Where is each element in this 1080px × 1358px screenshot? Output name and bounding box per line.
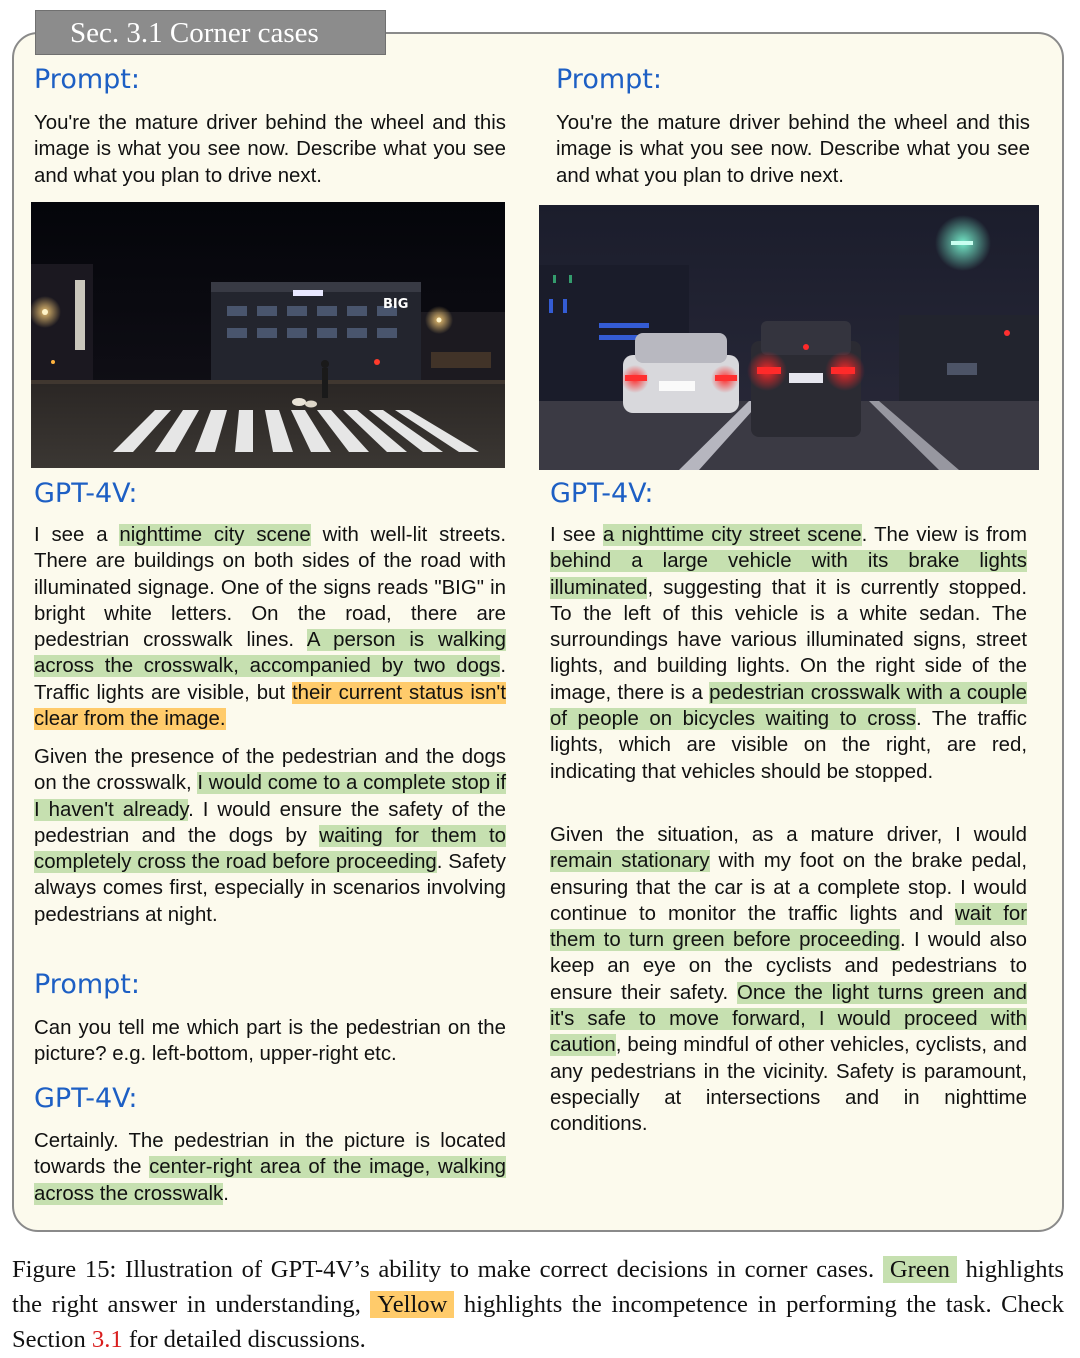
- caption-text-4: for detailed discussions.: [122, 1326, 366, 1353]
- caption-text-2: highlights the right answer in understanding,: [12, 1256, 1064, 1318]
- text-segment: . Safety always comes first, especially in scenarios involving pedestrians at night.: [34, 851, 506, 926]
- figure-caption: [12, 1252, 1064, 1357]
- text-segment: with my foot on the brake pedal, ensuring that the car is at a complete stop. I would continue to monitor the traffic lights and: [550, 850, 1027, 925]
- left-prompt-heading: Prompt:: [34, 64, 140, 95]
- right-response-paragraph-2: [550, 822, 1027, 1138]
- right-night-traffic-image: [539, 205, 1039, 470]
- left-prompt2-text: Can you tell me which part is the pedestrian on the picture? e.g. left-bottom, upper-right etc.: [34, 1017, 506, 1066]
- right-response-paragraph-1: [550, 522, 1027, 785]
- highlight-correct: I would come to a complete stop if I haven't already: [34, 772, 506, 821]
- right-prompt-text: You're the mature driver behind the wheel and this image is what you see now. Describe what you see and what you plan to drive next.: [556, 112, 1030, 187]
- text-segment: , suggesting that it is currently stopped. To the left of this vehicle is a white sedan. The surroundings have various illuminated signs, street lights, and building lights. On the right side of the image, there is a: [550, 576, 1027, 704]
- highlight-correct: behind a large vehicle with its brake lights illuminated: [550, 550, 1027, 599]
- text-segment: . I would also keep an eye on the cyclists and pedestrians to ensure their safety.: [550, 929, 1028, 1004]
- caption-yellow-key: Yellow: [370, 1291, 454, 1318]
- highlight-correct: center-right area of the image, walking across the crosswalk: [34, 1156, 506, 1205]
- highlight-correct: a nighttime city street scene: [602, 524, 862, 546]
- left-response-paragraph-2: [34, 744, 506, 928]
- section-link[interactable]: 3.1: [91, 1326, 123, 1353]
- highlight-incompetent: their current status isn't clear from the image.: [34, 681, 506, 731]
- text-segment: Given the situation, as a mature driver, I would: [550, 824, 1027, 846]
- highlight-correct: waiting for them to completely cross the road before proceeding: [34, 824, 506, 874]
- text-segment: .: [223, 1182, 229, 1205]
- highlight-correct: remain stationary: [550, 850, 710, 873]
- text-segment: with well-lit streets. There are buildings on both sides of the road with illuminated signage. One of the signs reads "BIG" in bright white letters. On the road, there are pedestrian crosswalk lines.: [34, 524, 506, 652]
- caption-text-1: Figure 15: Illustration of GPT-4V’s ability to make correct decisions in corner cases.: [12, 1256, 883, 1283]
- left-gpt2-heading: GPT-4V:: [34, 1083, 138, 1114]
- left-response-paragraph-1: [34, 522, 506, 732]
- text-segment: I see: [550, 524, 603, 546]
- text-segment: . The traffic lights, which are visible on the right, are red, indicating that vehicles should be stopped.: [550, 708, 1027, 783]
- right-prompt-heading: Prompt:: [556, 64, 662, 95]
- big-sign-text: BIG: [383, 297, 409, 312]
- caption-green-key: Green: [883, 1256, 957, 1283]
- text-segment: . I would ensure the safety of the pedestrian and the dogs by: [34, 798, 506, 847]
- text-segment: Certainly. The pedestrian in the picture is located towards the: [34, 1130, 506, 1179]
- text-segment: Given the presence of the pedestrian and the dogs on the crosswalk,: [34, 746, 506, 795]
- left-gpt-heading: GPT-4V:: [34, 478, 138, 509]
- section-tab: Sec. 3.1 Corner cases: [35, 10, 386, 55]
- text-segment: I see a: [34, 524, 120, 546]
- left-prompt-text: You're the mature driver behind the wheel and this image is what you see now. Describe what you see and what you plan to drive next.: [34, 112, 506, 187]
- text-segment: , being mindful of other vehicles, cyclists, and any pedestrians in the vicinity. Safety is paramount, especially at intersections and in nighttime conditions.: [550, 1034, 1027, 1136]
- highlight-correct: wait for them to turn green before proceeding: [550, 902, 1027, 952]
- left-night-crosswalk-image: [31, 202, 505, 468]
- caption-text-3: highlights the incompetence in performing the task. Check Section: [12, 1291, 1064, 1353]
- right-gpt-heading: GPT-4V:: [550, 478, 654, 509]
- highlight-correct: Once the light turns green and it's safe to move forward, I would proceed with caution: [550, 981, 1027, 1057]
- left-response2: [34, 1128, 506, 1207]
- highlight-correct: nighttime city scene: [119, 524, 311, 546]
- left-prompt2-heading: Prompt:: [34, 969, 140, 1000]
- highlight-correct: A person is walking across the crosswalk, accompanied by two dogs: [34, 629, 506, 678]
- highlight-correct: pedestrian crosswalk with a couple of people on bicycles waiting to cross: [550, 681, 1027, 731]
- text-segment: . Traffic lights are visible, but: [34, 655, 506, 704]
- text-segment: . The view is from: [861, 524, 1027, 546]
